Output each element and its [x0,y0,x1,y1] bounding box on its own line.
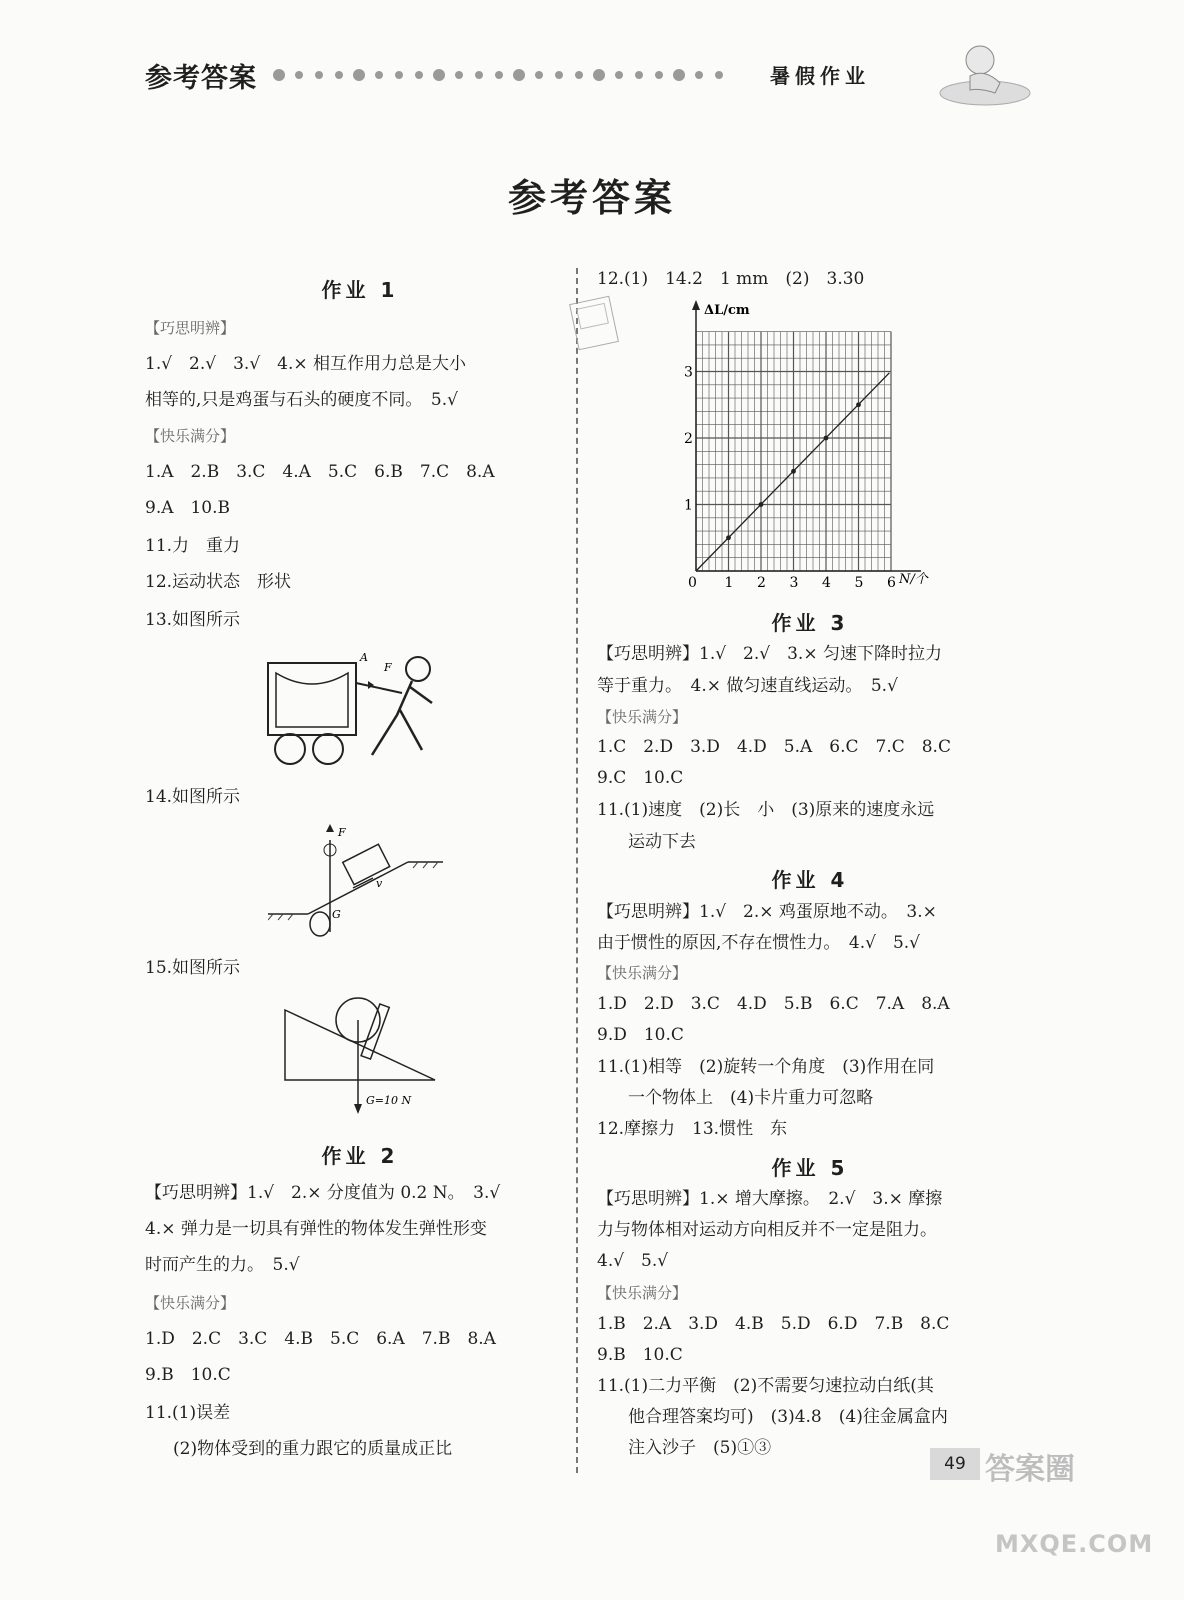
figure-14-incline [268,822,443,940]
y-axis-arrow [692,300,700,310]
header-dot [353,69,365,81]
figure-13-cart-boy [262,645,452,770]
right-answer-line: 由于惯性的原因,不存在惯性力。 4.√ 5.√ [597,933,921,953]
right-answer-line: 【快乐满分】 [597,1284,688,1302]
right-answer-line: 9.B 10.C [597,1345,683,1365]
header-dot [535,71,543,79]
header-dot [433,69,445,81]
header-dots-decoration [272,68,732,82]
right-answer-line: 【快乐满分】 [597,708,688,726]
right-section-heading: 作业 5 [771,1156,849,1180]
x-tick-label: 6 [887,575,896,591]
fig15-label-g: G=10 N [366,1094,412,1107]
left-section-heading: 作业 2 [321,1144,399,1168]
watermark-text: 答案圈 [985,1452,1075,1487]
left-answer-line: 11.(1)误差 [145,1403,231,1423]
header-dot [673,69,685,81]
right-answer-line: 11.(1)二力平衡 (2)不需要匀速拉动白纸(其 [597,1376,934,1396]
fig14-label-v: v [376,877,383,890]
right-answer-line: 【快乐满分】 [597,964,688,982]
stamp-icon [566,292,622,354]
fig14-label-g: G [332,908,341,921]
y-axis-label: ΔL/cm [704,303,750,318]
right-answer-line: 注入沙子 (5)①③ [628,1438,772,1458]
graph-dl-vs-n [660,296,950,596]
header-dot [635,71,643,79]
header-dot [695,71,703,79]
header-dot [375,71,383,79]
left-answer-line: 时而产生的力。 5.√ [145,1255,300,1275]
fig13-label-a: A [360,651,368,664]
left-answer-line: 4.× 弹力是一切具有弹性的物体发生弹性形变 [145,1219,487,1239]
left-answer-line: 15.如图所示 [145,958,241,978]
left-section-heading: 作业 1 [321,278,399,302]
right-answer-line: 【巧思明辨】1.× 增大摩擦。 2.√ 3.× 摩擦 [597,1189,943,1209]
left-answer-line: 相等的,只是鸡蛋与石头的硬度不同。 5.√ [145,390,458,410]
right-answer-line: 运动下去 [628,832,696,852]
header-dot [615,71,623,79]
right-answer-line: 12.摩擦力 13.惯性 东 [597,1119,788,1139]
column-divider [576,268,578,1473]
right-answer-line: 他合理答案均可) (3)4.8 (4)往金属盒内 [628,1407,948,1427]
header-dot [715,71,723,79]
right-answer-line: 【巧思明辨】1.√ 2.√ 3.× 匀速下降时拉力 [597,644,942,664]
right-answer-line: 1.C 2.D 3.D 4.D 5.A 6.C 7.C 8.C [597,737,951,757]
left-answer-line: (2)物体受到的重力跟它的质量成正比 [173,1439,453,1459]
x-axis-label: N/个 [899,572,928,587]
data-point [824,436,829,441]
y-tick-label: 2 [684,431,693,447]
right-answer-line: 1.B 2.A 3.D 4.B 5.D 6.D 7.B 8.C [597,1314,950,1334]
left-answer-line: 【快乐满分】 [145,427,236,445]
x-tick-label: 5 [854,575,864,591]
x-tick-label: 3 [789,575,799,591]
header-dot [273,69,285,81]
x-tick-label: 4 [822,575,831,591]
right-answer-line: 【巧思明辨】1.√ 2.× 鸡蛋原地不动。 3.× [597,902,937,922]
y-tick-label: 1 [684,497,693,514]
right-answer-line: 11.(1)相等 (2)旋转一个角度 (3)作用在同 [597,1057,935,1077]
left-answer-line: 【巧思明辨】1.√ 2.× 分度值为 0.2 N。 3.√ [145,1183,501,1203]
header-dot [555,71,563,79]
x-tick-label: 2 [757,575,766,591]
page-number: 49 [930,1448,980,1480]
right-answer-line: 等于重力。 4.× 做匀速直线运动。 5.√ [597,676,898,696]
left-answer-line: 9.B 10.C [145,1365,231,1385]
data-point [759,502,764,507]
header-brand: 暑假作业 [770,64,870,88]
left-answer-line: 12.运动状态 形状 [145,572,292,592]
right-answer-line: 12.(1) 14.2 1 mm (2) 3.30 [597,269,865,289]
left-answer-line: 1.D 2.C 3.C 4.B 5.C 6.A 7.B 8.A [145,1329,496,1349]
fig13-label-f: F [384,661,392,674]
right-answer-line: 9.C 10.C [597,768,684,788]
data-point [726,535,731,540]
right-answer-line: 11.(1)速度 (2)长 小 (3)原来的速度永远 [597,800,935,820]
x-tick-label: 0 [688,575,697,591]
header-dot [295,71,303,79]
mascot-icon [935,38,1035,108]
fig14-label-f: F [338,826,346,839]
header-dot [655,71,663,79]
right-answer-line: 9.D 10.C [597,1025,684,1045]
header-dot [455,71,463,79]
header-dot [395,71,403,79]
left-answer-line: 1.√ 2.√ 3.√ 4.× 相互作用力总是大小 [145,354,467,374]
right-answer-line: 4.√ 5.√ [597,1251,669,1271]
watermark-url: MXQE.COM [995,1530,1154,1558]
left-answer-line: 9.A 10.B [145,498,231,518]
header-dot [575,71,583,79]
header-dot [415,71,423,79]
left-answer-line: 1.A 2.B 3.C 4.A 5.C 6.B 7.C 8.A [145,462,495,482]
figure-15-ball-incline [280,992,440,1117]
y-tick-label: 3 [684,364,693,381]
header-dot [513,69,525,81]
page-title: 参考答案 [507,176,676,220]
left-answer-line: 11.力 重力 [145,536,241,556]
left-answer-line: 【巧思明辨】 [145,319,236,337]
data-point [791,469,796,474]
right-answer-line: 力与物体相对运动方向相反并不一定是阻力。 [597,1220,937,1240]
x-tick-label: 1 [724,575,734,591]
header-dot [315,71,323,79]
left-answer-line: 【快乐满分】 [145,1294,236,1312]
right-answer-line: 一个物体上 (4)卡片重力可忽略 [628,1088,874,1108]
header-dot [593,69,605,81]
header-dot [495,71,503,79]
right-section-heading: 作业 3 [771,611,849,635]
left-answer-line: 14.如图所示 [145,787,241,807]
right-answer-line: 1.D 2.D 3.C 4.D 5.B 6.C 7.A 8.A [597,994,950,1014]
header-dot [335,71,343,79]
left-answer-line: 13.如图所示 [145,610,241,630]
header-dot [475,71,483,79]
data-point [856,402,861,407]
right-section-heading: 作业 4 [771,868,849,892]
header-label: 参考答案 [145,63,257,94]
